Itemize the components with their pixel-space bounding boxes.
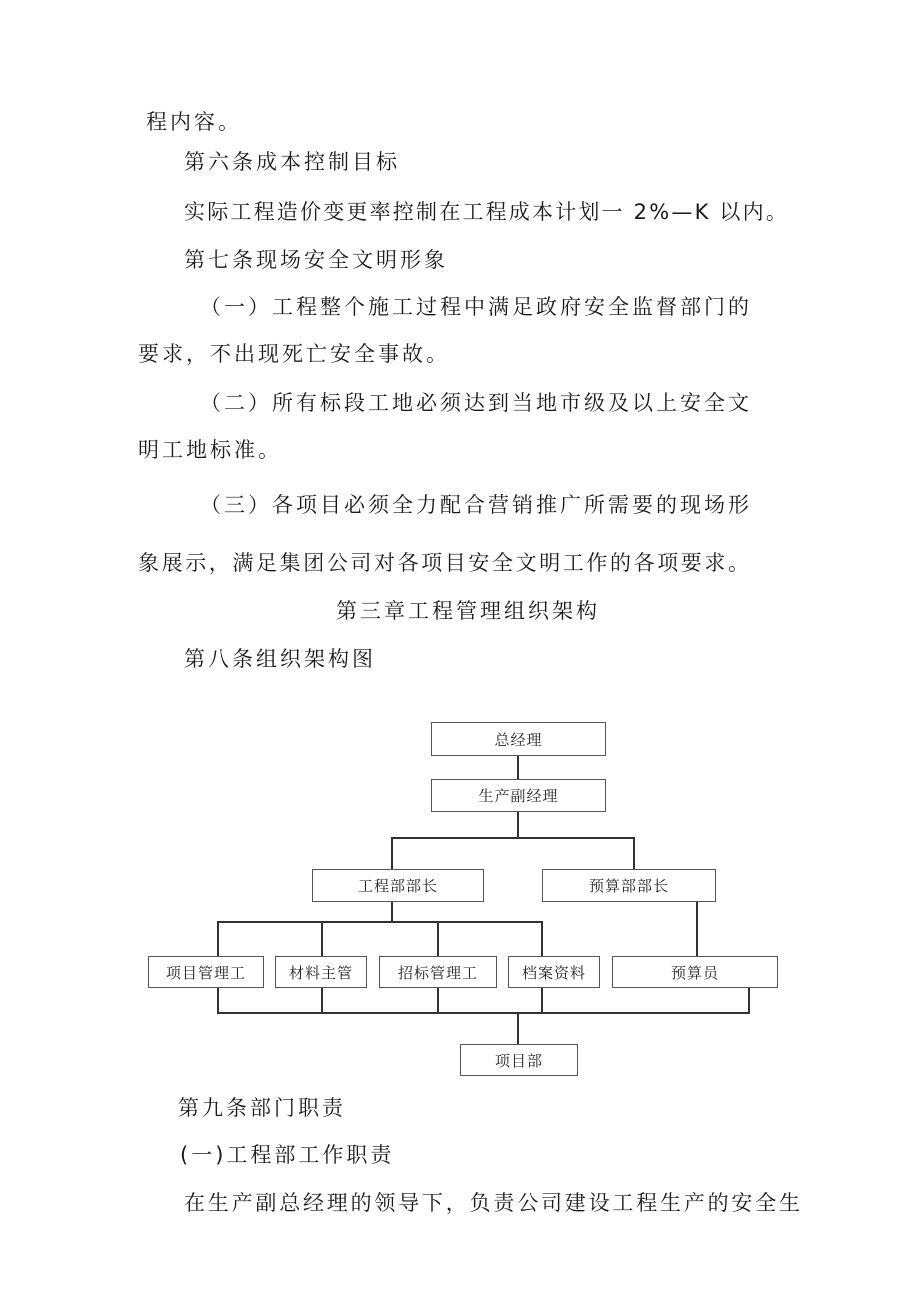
paragraph-6: 要求，不出现死亡安全事故。: [138, 342, 450, 366]
box-staff-project-management: 项目管理工: [148, 956, 264, 988]
engineering-duties-heading: (一)工程部工作职责: [180, 1143, 395, 1167]
connector-heads-bar: [391, 837, 635, 839]
paragraph-15: 在生产副总经理的领导下，负责公司建设工程生产的安全生: [184, 1191, 803, 1215]
box-staff-budget-clerk: 预算员: [612, 956, 778, 988]
box-general-manager: 总经理: [431, 722, 606, 756]
connector-staff-top-bar: [217, 921, 543, 923]
connector-eng-head-up: [391, 837, 393, 869]
paragraph-7: （二）所有标段工地必须达到当地市级及以上安全文: [200, 391, 752, 415]
paragraph-5: （一）工程整个施工过程中满足政府安全监督部门的: [200, 295, 752, 319]
connector-staff-5-bottom: [748, 988, 750, 1014]
connector-staff-4-top: [541, 921, 543, 956]
article-8-heading: 第八条组织架构图: [184, 647, 376, 671]
paragraph-10: 象展示，满足集团公司对各项目安全文明工作的各项要求。: [138, 551, 752, 575]
box-budget-head: 预算部部长: [542, 869, 716, 902]
paragraph-3: 实际工程造价变更率控制在工程成本计划一 2%—K 以内。: [184, 200, 790, 224]
connector-staff-bottom-bar: [217, 1012, 750, 1014]
connector-project-dept-up: [517, 1012, 519, 1044]
article-6-heading: 第六条成本控制目标: [184, 150, 400, 174]
connector-staff-4-bottom: [541, 988, 543, 1014]
connector-budget-head-up: [633, 837, 635, 869]
connector-eng-head-down: [391, 902, 393, 922]
connector-budget-head-down: [696, 902, 698, 956]
connector-staff-3-top: [437, 921, 439, 956]
chapter-3-heading: 第三章工程管理组织架构: [336, 599, 600, 623]
connector-staff-3-bottom: [437, 988, 439, 1014]
paragraph-9: （三）各项目必须全力配合营销推广所需要的现场形: [200, 493, 752, 517]
connector-staff-2-top: [321, 921, 323, 956]
box-engineering-head: 工程部部长: [312, 869, 484, 902]
connector-staff-1-top: [217, 921, 219, 956]
box-staff-archives: 档案资料: [508, 956, 600, 988]
article-9-heading: 第九条部门职责: [178, 1096, 346, 1120]
connector-staff-1-bottom: [217, 988, 219, 1014]
connector-vp-down: [517, 812, 519, 838]
box-production-vp: 生产副经理: [431, 779, 606, 812]
paragraph-1: 程内容。: [146, 110, 242, 134]
paragraph-8: 明工地标准。: [138, 438, 282, 462]
box-project-dept: 项目部: [460, 1044, 578, 1076]
connector-gm-vp: [517, 756, 519, 780]
box-staff-materials: 材料主管: [275, 956, 367, 988]
connector-staff-2-bottom: [321, 988, 323, 1014]
article-7-heading: 第七条现场安全文明形象: [184, 248, 448, 272]
box-staff-bidding: 招标管理工: [379, 956, 497, 988]
